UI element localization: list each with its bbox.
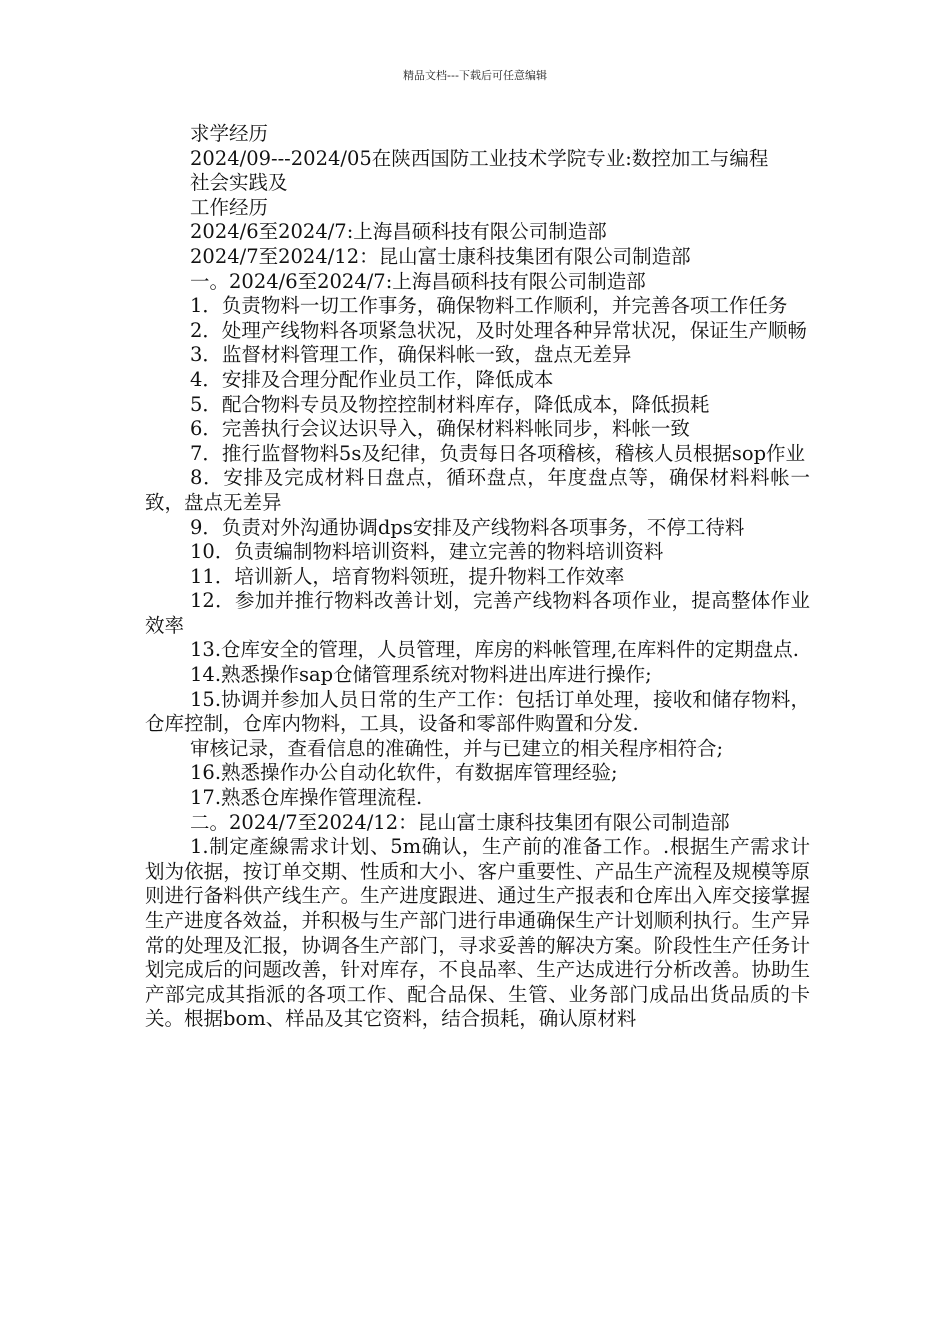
duty-item: 10．负责编制物料培训资料，建立完善的物料培训资料: [190, 540, 664, 564]
document-body: [145, 122, 810, 1032]
duty-item: 3．监督材料管理工作，确保料帐一致，盘点无差异: [190, 343, 632, 367]
section-heading-education: 求学经历: [190, 122, 269, 145]
education-entry: 2024/09---2024/05在陕西国防工业技术学院专业:数控加工与编程: [190, 146, 769, 170]
duty-item: 1．负责物料一切工作事务，确保物料工作顺利，并完善各项工作任务: [190, 294, 788, 318]
job-heading-1: 一。2024/6至2024/7:上海昌硕科技有限公司制造部: [190, 269, 646, 293]
section-heading-work: 工作经历: [190, 195, 269, 219]
job-heading-2: 二。2024/7至2024/12：昆山富士康科技集团有限公司制造部: [190, 810, 730, 834]
duty-item: 9．负责对外沟通协调dps安排及产线物料各项事务，不停工待料: [190, 515, 745, 539]
duty-item: 6．完善执行会议达识导入，确保材料料帐同步，料帐一致: [190, 417, 690, 441]
duty-item: 7．推行监督物料5s及纪律，负责每日各项稽核，稽核人员根据sop作业: [190, 441, 806, 465]
duty-item: 11．培训新人，培育物料领班，提升物料工作效率: [190, 564, 625, 588]
duty-item: 16.熟悉操作办公自动化软件，有数据库管理经验;: [190, 761, 618, 785]
duty-item: 审核记录，查看信息的准确性，并与已建立的相关程序相符合;: [190, 736, 724, 760]
work-summary-2: 2024/7至2024/12：昆山富士康科技集团有限公司制造部: [190, 244, 691, 268]
duty-item: 2．处理产线物料各项紧急状况，及时处理各种异常状况，保证生产顺畅: [190, 318, 807, 342]
duty-item: 4．安排及合理分配作业员工作，降低成本: [190, 367, 554, 391]
duty-item: 12．参加并推行物料改善计划，完善产线物料各项作业，提高整体作业效率: [145, 589, 810, 637]
duty-item: 13.仓库安全的管理，人员管理，库房的料帐管理,在库料件的定期盘点.: [190, 638, 799, 662]
section-heading-practice: 社会实践及: [190, 171, 288, 195]
duty-item: 8．安排及完成材料日盘点，循环盘点，年度盘点等，确保材料料帐一致，盘点无差异: [145, 466, 810, 514]
duty-item: 17.熟悉仓库操作管理流程.: [190, 786, 423, 810]
page-header: 精品文档---下载后可任意编辑: [403, 69, 547, 82]
duty-item: 1.制定產線需求计划、5m确认，生产前的准备工作。.根据生产需求计划为依据，按订单交期、性质和大小、客户重要性、产品生产流程及规模等原则进行备料供产线生产。生产进度跟进、通过生产报表和仓库出入库交接掌握生产进度各效益，并积极与生产部门进行串通确保生产计划顺利执行。生产异常的处理及汇报，协调各生产部门，寻求妥善的解决方案。阶段性生产任务计划完成后的问题改善，针对库存，不良品率、生产达成进行分析改善。协助生产部完成其指派的各项工作、配合品保、生管、业务部门成品出货品质的卡关。根据bom、样品及其它资料，结合损耗，确认原材料: [145, 835, 810, 1031]
duty-item: 15.协调并参加人员日常的生产工作：包括订单处理，接收和储存物料，仓库控制，仓库内物料，工具，设备和零部件购置和分发.: [145, 687, 810, 736]
duty-item: 14.熟悉操作sap仓储管理系统对物料进出库进行操作;: [190, 663, 652, 687]
work-summary-1: 2024/6至2024/7:上海昌硕科技有限公司制造部: [190, 220, 607, 244]
duty-item: 5．配合物料专员及物控控制材料库存，降低成本，降低损耗: [190, 392, 710, 416]
